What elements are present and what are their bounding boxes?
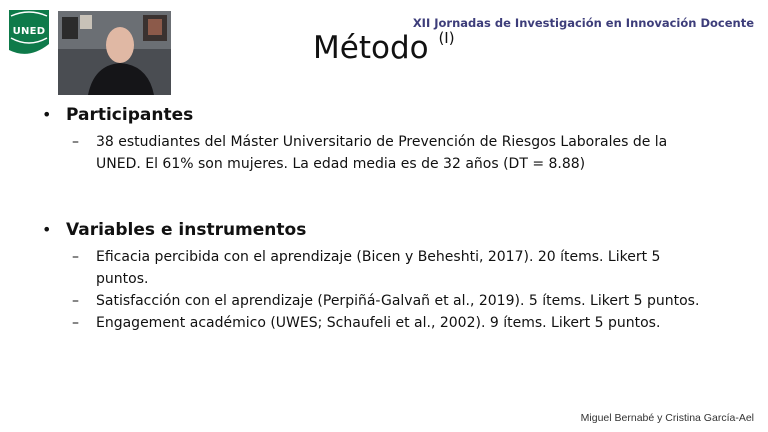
section-heading: Participantes [66,105,194,125]
dash-icon: – [72,134,79,150]
sub-list [72,246,712,334]
bullet-icon: • [42,105,52,124]
sub-list [72,131,712,175]
dash-icon: – [72,293,79,309]
webcam-video [58,11,171,95]
section-participantes [42,105,712,175]
uned-logo-text: UNED [12,26,46,37]
speaker-video-frame [58,11,171,95]
list-item [72,312,712,334]
list-item [72,131,712,175]
section-variables [42,220,712,334]
slide-title-text: Método [313,30,429,66]
list-item-text: Engagement académico (UWES; Schaufeli et al., 2002). 9 ítems. Likert 5 puntos. [96,315,661,331]
uned-logo [9,10,49,58]
list-item-text: Satisfacción con el aprendizaje (Perpiñá-Galvañ et al., 2019). 5 ítems. Likert 5 puntos. [96,293,700,309]
footer-authors: Miguel Bernabé y Cristina García-Ael [580,412,754,424]
list-item [72,290,712,312]
dash-icon: – [72,249,79,265]
list-item-text: Eficacia percibida con el aprendizaje (Bicen y Beheshti, 2017). 20 ítems. Likert 5 puntos. [96,249,661,287]
list-item [72,246,712,290]
slide-title [313,30,455,66]
section-heading: Variables e instrumentos [66,220,307,240]
conference-title: XII Jornadas de Investigación en Innovación Docente [412,16,754,30]
list-item-text: 38 estudiantes del Máster Universitario de Prevención de Riesgos Laborales de la UNED. El 61% son mujeres. La edad media es de 32 años (DT = 8.88) [96,134,668,172]
bullet-icon: • [42,220,52,239]
dash-icon: – [72,315,79,331]
slide-title-sup: (I) [438,28,455,47]
